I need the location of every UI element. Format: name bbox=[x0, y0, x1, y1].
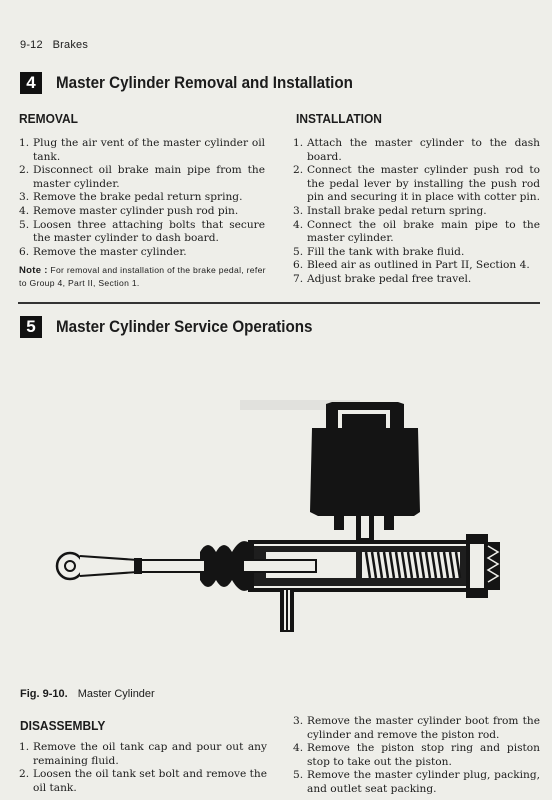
clevis-arm bbox=[80, 556, 138, 576]
list-item: 7. Adjust brake pedal free travel. bbox=[293, 272, 472, 285]
installation-heading: INSTALLATION bbox=[296, 111, 382, 126]
figure-caption-text: Master Cylinder bbox=[77, 688, 155, 700]
list-item: 3. Install brake pedal return spring. bbox=[293, 204, 487, 217]
list-item: 3. Remove the master cylinder boot from the cylinder and remove the piston rod. bbox=[293, 715, 540, 741]
figure-label: Fig. 9-10. bbox=[20, 688, 68, 700]
note-text: For removal and installation of the brake pedal, refer to Group 4, Part II, Section 1. bbox=[19, 265, 266, 288]
clevis-eye bbox=[57, 553, 83, 579]
tank-cap bbox=[342, 414, 386, 428]
section-title: Master Cylinder Service Operations bbox=[56, 317, 313, 336]
flange-edge bbox=[286, 590, 288, 630]
disassembly-heading: DISASSEMBLY bbox=[20, 718, 106, 733]
list-item: 1. Remove the oil tank cap and pour out any remaining fluid. bbox=[19, 741, 267, 767]
section-4-heading bbox=[20, 72, 379, 94]
section-divider bbox=[18, 302, 540, 304]
clevis-hole bbox=[65, 561, 75, 571]
list-item: 1. Plug the air vent of the master cylinder oil tank. bbox=[19, 137, 265, 163]
tank-base bbox=[384, 516, 394, 530]
rod-collar bbox=[204, 561, 244, 571]
removal-steps bbox=[19, 137, 265, 259]
disassembly-steps-left bbox=[19, 741, 267, 795]
header-section: Brakes bbox=[52, 39, 89, 51]
return-spring bbox=[362, 552, 460, 578]
removal-heading: REMOVAL bbox=[19, 111, 78, 126]
list-item: 4. Remove master cylinder push rod pin. bbox=[19, 204, 239, 217]
tank-base bbox=[334, 516, 344, 530]
outlet-fitting-bore bbox=[470, 544, 484, 588]
list-item: 2. Connect the master cylinder push rod to the pedal lever by installing the push rod pin and securing it in place with cotter pin. bbox=[293, 164, 540, 204]
section-title: Master Cylinder Removal and Installation bbox=[56, 73, 353, 92]
disassembly-steps-right bbox=[293, 715, 540, 797]
list-item: 5. Fill the tank with brake fluid. bbox=[293, 245, 465, 258]
list-item: 4. Connect the oil brake main pipe to the master cylinder. bbox=[293, 218, 540, 245]
section-5-heading bbox=[20, 316, 335, 338]
lock-nut bbox=[134, 558, 142, 574]
installation-steps bbox=[293, 137, 540, 287]
list-item: 5. Remove the master cylinder plug, packing, and outlet seat packing. bbox=[293, 769, 540, 795]
list-item: 4. Remove the piston stop ring and piston stop to take out the piston. bbox=[293, 742, 540, 768]
list-item: 1. Attach the master cylinder to the dash board. bbox=[293, 137, 540, 163]
list-item: 6. Remove the master cylinder. bbox=[19, 245, 187, 258]
list-item: 2. Loosen the oil tank set bolt and remove the oil tank. bbox=[19, 768, 267, 794]
master-cylinder-figure bbox=[40, 392, 520, 642]
section-number-badge: 4 bbox=[20, 72, 42, 94]
page-number: 9-12 bbox=[20, 39, 43, 51]
note-label: Note : bbox=[19, 265, 48, 276]
section-number-badge: 5 bbox=[20, 316, 42, 338]
list-item: 6. Bleed air as outlined in Part II, Section 4. bbox=[293, 259, 530, 272]
list-item: 2. Disconnect oil brake main pipe from the master cylinder. bbox=[19, 164, 265, 190]
removal-note bbox=[19, 264, 267, 290]
list-item: 3. Remove the brake pedal return spring. bbox=[19, 191, 243, 204]
page-header bbox=[20, 39, 88, 51]
list-item: 5. Loosen three attaching bolts that secure the master cylinder to dash board. bbox=[19, 218, 265, 245]
figure-caption bbox=[20, 688, 155, 700]
bolt-bore bbox=[361, 516, 369, 538]
